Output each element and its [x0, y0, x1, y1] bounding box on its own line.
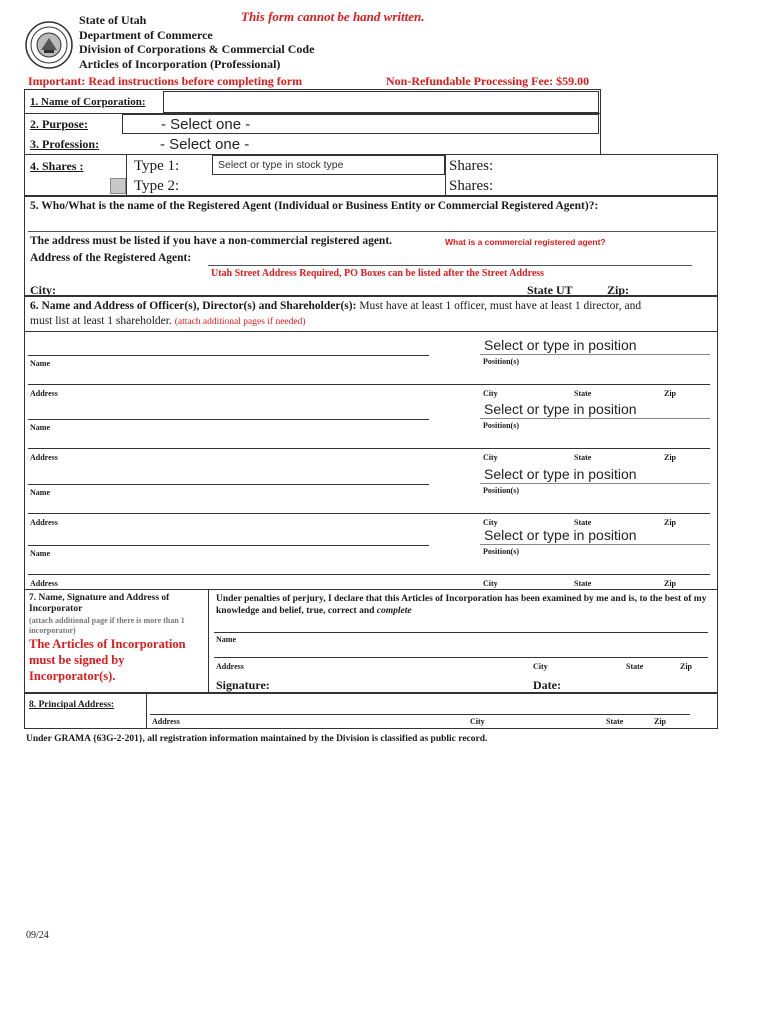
agent-address-line[interactable] [208, 265, 692, 266]
officers-heading: 6. Name and Address of Officer(s), Director(s) and Shareholder(s): Must have at least 1 officer, must have at least 1 director, and must list at least 1 shareholder. (attach additional pages if needed) [30, 300, 642, 327]
processing-fee: Non-Refundable Processing Fee: $59.00 [386, 74, 590, 88]
commercial-agent-link[interactable]: What is a commercial registered agent? [445, 237, 606, 247]
officer-name-line[interactable] [28, 545, 429, 546]
principal-address-sublabel: Address [152, 717, 180, 726]
incorporator-attach-note: (attach additional page if there is more than 1 incorporator) [29, 616, 185, 635]
officer-address-line[interactable] [28, 384, 710, 385]
officer-address-label: Address [30, 518, 58, 527]
officer-name-label: Name [30, 549, 50, 558]
officer-name-line[interactable] [28, 484, 429, 485]
incorporator-city-label: City [533, 662, 548, 671]
grama-notice: Under GRAMA {63G-2-201}, all registration information maintained by the Division is classified as public record. [26, 734, 488, 744]
position-select-value: Select or type in position [484, 527, 637, 543]
type2-label: Type 2: [134, 178, 180, 194]
officer-state-label: State [574, 579, 592, 588]
registered-agent-label: 5. Who/What is the name of the Registered Agent (Individual or Business Entity or Commercial Registered Agent)?: [30, 200, 599, 212]
principal-address-label: 8. Principal Address: [29, 700, 115, 710]
principal-city-label: City [470, 717, 485, 726]
agent-zip-label: Zip: [607, 283, 630, 297]
incorporator-label: 7. Name, Signature and Address of Incorporator [29, 593, 170, 614]
add-share-type-checkbox[interactable] [110, 178, 126, 194]
officer-zip-label: Zip [664, 389, 677, 398]
officer-state-label: State [574, 389, 592, 398]
officer-city-label: City [483, 579, 498, 588]
position-select-value: Select or type in position [484, 466, 637, 482]
agent-city-label: City: [30, 283, 56, 297]
signature-required-note: The Articles of Incorporation must be signed by Incorporator(s). [29, 637, 186, 683]
officer-address-label: Address [30, 579, 58, 588]
incorporator-state-label: State [626, 662, 644, 671]
header-department: Department of Commerce [79, 27, 213, 42]
address-required-note: The address must be listed if you have a non-commercial registered agent. [30, 235, 393, 247]
perjury-declaration: Under penalties of perjury, I declare that this Articles of Incorporation has been examined by me and is, to the best of my knowledge and belief, true, correct and complete [216, 594, 707, 616]
principal-address-line[interactable] [150, 714, 690, 715]
incorporator-name-line[interactable] [214, 632, 708, 633]
shares1-label: Shares: [449, 158, 494, 174]
incorporator-name-label: Name [216, 635, 236, 644]
agent-state-label: State UT [527, 283, 573, 297]
position-select[interactable] [484, 466, 637, 482]
corp-name-label: 1. Name of Corporation: [30, 96, 146, 108]
officer-city-label: City [483, 518, 498, 527]
purpose-label: 2. Purpose: [30, 117, 88, 131]
officer-zip-label: Zip [664, 453, 677, 462]
incorporator-address-line[interactable] [214, 657, 708, 658]
officer-address-label: Address [30, 389, 58, 398]
officer-positions-label: Position(s) [483, 547, 519, 556]
officer-name-label: Name [30, 359, 50, 368]
officer-zip-label: Zip [664, 518, 677, 527]
important-note: Important: Read instructions before completing form [28, 74, 303, 88]
date-label: Date: [533, 678, 561, 692]
position-select[interactable] [484, 337, 637, 353]
header-division: Division of Corporations & Commercial Code [79, 42, 315, 56]
incorporator-zip-label: Zip [680, 662, 693, 671]
stock-type-input[interactable] [212, 155, 445, 175]
officer-state-label: State [574, 518, 592, 527]
officer-positions-label: Position(s) [483, 421, 519, 430]
officer-name-label: Name [30, 423, 50, 432]
officer-city-label: City [483, 389, 498, 398]
stock-type-placeholder: Select or type in stock type [218, 159, 344, 171]
position-select[interactable] [484, 527, 637, 543]
officer-state-label: State [574, 453, 592, 462]
position-select[interactable] [484, 401, 637, 417]
position-select-value: Select or type in position [484, 401, 637, 417]
officer-city-label: City [483, 453, 498, 462]
officer-address-line[interactable] [28, 574, 710, 575]
incorporator-address-label: Address [216, 662, 244, 671]
position-select-value: Select or type in position [484, 337, 637, 353]
purpose-select-value: - Select one - [161, 116, 251, 133]
state-seal [24, 20, 74, 70]
no-handwriting-warning: This form cannot be hand written. [241, 9, 425, 24]
officer-positions-label: Position(s) [483, 357, 519, 366]
principal-zip-label: Zip [654, 717, 667, 726]
officer-address-label: Address [30, 453, 58, 462]
officer-name-label: Name [30, 488, 50, 497]
purpose-select[interactable] [122, 114, 599, 134]
header-state: State of Utah [79, 13, 147, 27]
officer-name-line[interactable] [28, 355, 429, 356]
officer-address-line[interactable] [28, 448, 710, 449]
shares-label: 4. Shares : [30, 159, 84, 173]
officer-positions-label: Position(s) [483, 486, 519, 495]
corp-name-input[interactable] [163, 91, 599, 113]
profession-select-value: - Select one - [160, 136, 250, 153]
officer-address-line[interactable] [28, 513, 710, 514]
form-version: 09/24 [26, 930, 49, 941]
registered-agent-line[interactable] [28, 231, 716, 232]
signature-label: Signature: [216, 678, 270, 692]
profession-label: 3. Profession: [30, 137, 100, 151]
shares2-label: Shares: [449, 178, 494, 194]
principal-state-label: State [606, 717, 624, 726]
officer-name-line[interactable] [28, 419, 429, 420]
officer-zip-label: Zip [664, 579, 677, 588]
profession-select[interactable] [122, 135, 599, 154]
agent-address-label: Address of the Registered Agent: [30, 252, 192, 264]
street-address-note: Utah Street Address Required, PO Boxes can be listed after the Street Address [211, 268, 545, 279]
form-title: Articles of Incorporation (Professional) [79, 56, 281, 71]
type1-label: Type 1: [134, 158, 180, 174]
